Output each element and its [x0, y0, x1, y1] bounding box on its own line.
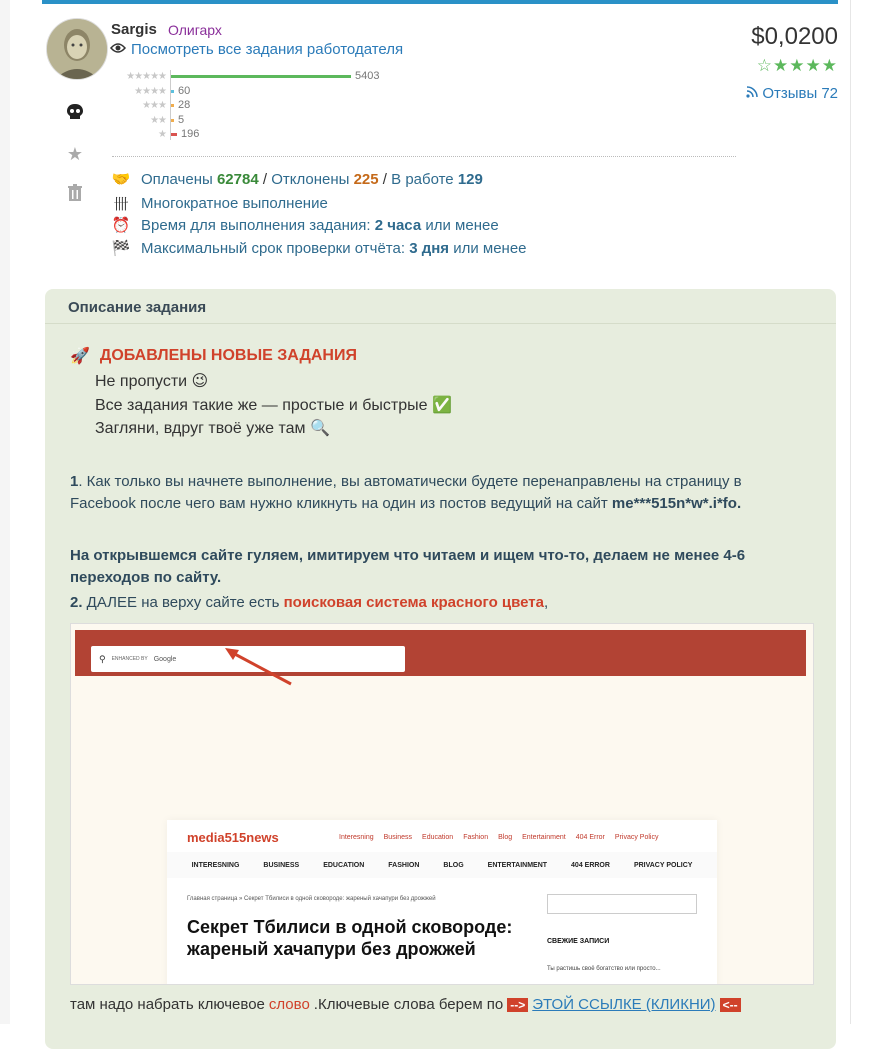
keyword-word: слово: [268, 996, 310, 1013]
step-1-number: 1: [70, 473, 79, 490]
site-logo: media515news: [187, 830, 279, 845]
rating-stars-icon: ★: [158, 128, 166, 140]
rating-count: 60: [178, 85, 191, 97]
rating-bar: [171, 133, 177, 136]
rating-count: 5403: [355, 70, 380, 82]
handshake-icon: 🤝: [111, 171, 131, 188]
rating-row: [110, 70, 166, 82]
site-side-search: [547, 894, 697, 914]
rating-stars-icon: ★★: [150, 114, 166, 126]
keyword-text-2: .Ключевые слова берем по: [313, 996, 504, 1013]
site-top-link: Education: [422, 834, 454, 841]
site-top-link: Blog: [498, 834, 513, 841]
eye-icon: [110, 41, 126, 58]
screenshot-site: [167, 820, 717, 985]
stats-time: [111, 216, 499, 234]
in-work-count: 129: [457, 170, 483, 188]
promo-line: Все задания такие же — простые и быстрые ✅: [95, 397, 452, 414]
stats-payments: 🤝 Оплачены 62784 / Отклонены 225 / В работе 129: [111, 170, 483, 188]
trash-icon[interactable]: [64, 184, 86, 206]
review-value: 3 дня: [409, 239, 450, 257]
rating-axis: [170, 70, 171, 140]
promo-heading: [70, 346, 357, 366]
site-nav-item: FASHION: [388, 861, 420, 869]
task-price: $0,0200: [751, 23, 838, 50]
employer-name[interactable]: Sargis: [111, 21, 157, 38]
star-filled-icon: ★: [789, 56, 805, 75]
site-top-link: Business: [383, 834, 413, 841]
site-nav-item: BUSINESS: [263, 861, 300, 869]
checkered-flag-icon: 🏁: [111, 240, 131, 257]
star-filled-icon: ★: [821, 56, 837, 75]
rss-icon: [746, 85, 758, 102]
site-nav-item: 404 ERROR: [571, 861, 610, 869]
rejected-label: Отклонены: [271, 170, 350, 188]
tally-icon: 卌: [113, 196, 129, 213]
review-suffix: или менее: [453, 239, 527, 257]
employer-rating-stars: [757, 56, 837, 76]
stats-review-time: [111, 239, 527, 257]
paid-count: 62784: [216, 170, 259, 188]
step-2-end: ,: [544, 594, 549, 611]
step-2-number: 2.: [70, 594, 83, 611]
rating-stars-icon: ★★★★: [134, 85, 166, 97]
star-filled-icon: ★: [773, 56, 789, 75]
divider: [112, 156, 736, 157]
reviews-label: Отзывы: [762, 85, 818, 102]
step-2-text: ДАЛЕЕ на верху сайте есть: [82, 594, 284, 611]
instruction-screenshot: [70, 623, 814, 985]
star-outline-icon: ☆: [756, 56, 772, 75]
site-top-link: Privacy Policy: [614, 834, 659, 841]
keywords-link[interactable]: ЭТОЙ ССЫЛКЕ (КЛИКНИ): [532, 996, 716, 1013]
reviews-link[interactable]: [746, 85, 838, 102]
step-2-paragraph: [70, 592, 810, 614]
rating-row: [110, 128, 166, 140]
rating-count: 196: [181, 128, 200, 140]
keyword-text: там надо набрать ключевое: [70, 996, 265, 1013]
red-arrow-icon: [221, 644, 301, 694]
reviews-count: 72: [821, 85, 838, 102]
rating-bar: [171, 90, 174, 93]
site-top-links: [339, 834, 658, 841]
promo-line: Загляни, вдруг твоё уже там 🔍: [95, 420, 330, 437]
site-nav-item: PRIVACY POLICY: [633, 861, 693, 869]
employer-rank: Олигарх: [168, 22, 222, 38]
star-favorite-icon[interactable]: ★: [66, 144, 84, 164]
rating-bar: [171, 75, 351, 78]
search-icon: ⚲: [99, 653, 106, 664]
rocket-icon: 🚀: [70, 348, 90, 365]
avatar[interactable]: [46, 18, 108, 80]
in-work-label: В работе: [391, 170, 454, 188]
rating-count: 28: [178, 99, 191, 111]
site-nav-item: BLOG: [443, 861, 464, 869]
description-divider: [45, 323, 836, 324]
site-nav-item: ENTERTAINMENT: [487, 861, 548, 869]
red-search-highlight: поисковая система красного цвета: [283, 594, 544, 611]
time-suffix: или менее: [425, 216, 499, 234]
rating-row: [110, 114, 166, 126]
time-label: Время для выполнения задания:: [141, 216, 371, 234]
site-side-title: СВЕЖИЕ ЗАПИСИ: [547, 938, 610, 945]
keyword-instructions: [70, 996, 741, 1013]
avatar-image: [47, 19, 107, 79]
rejected-count: 225: [353, 170, 379, 188]
promo-title: ДОБАВЛЕНЫ НОВЫЕ ЗАДАНИЯ: [99, 347, 357, 364]
site-nav-item: EDUCATION: [323, 861, 365, 869]
alarm-clock-icon: ⏰: [111, 217, 131, 234]
site-top-link: Interesning: [339, 834, 374, 841]
card-top-accent: [42, 0, 838, 4]
rating-row: [110, 99, 166, 111]
site-top-link: 404 Error: [575, 834, 605, 841]
view-all-label: Посмотреть все задания работодателя: [131, 41, 404, 58]
stats-multiple: [111, 193, 328, 214]
description-title: Описание задания: [68, 299, 207, 316]
arrow-left-badge: <--: [720, 998, 741, 1012]
review-label: Максимальный срок проверки отчёта:: [141, 239, 406, 257]
site-nav: [167, 852, 717, 878]
screenshot-red-header: [75, 630, 806, 676]
rating-bar: [171, 104, 174, 107]
site-breadcrumb: Главная страница » Секрет Тбилиси в одной сковороде: жареный хачапури без дрожжей: [187, 896, 436, 902]
rating-count: 5: [178, 114, 185, 126]
site-top-link: Entertainment: [522, 834, 566, 841]
time-value: 2 часа: [374, 216, 422, 234]
browsing-note: На открывшемся сайте гуляем, имитируем что читаем и ищем что-то, делаем не менее 4-6 переходов по сайту.: [70, 547, 746, 586]
rating-bar: [171, 119, 174, 122]
paid-label: Оплачены: [141, 170, 213, 188]
step-1-paragraph: [70, 471, 810, 515]
target-site: me***515n*w*.i*fo.: [611, 495, 742, 512]
rating-row: [110, 85, 166, 97]
site-top-link: Fashion: [463, 834, 489, 841]
star-filled-icon: ★: [805, 56, 821, 75]
search-enhanced-label: ENHANCED BY: [111, 656, 148, 662]
multiple-label: Многократное выполнение: [141, 195, 328, 212]
skull-icon[interactable]: [64, 102, 86, 124]
view-all-tasks-link[interactable]: [110, 41, 403, 58]
promo-line: Не пропусти 😉: [95, 373, 209, 390]
arrow-right-badge: -->: [507, 998, 528, 1012]
rating-stars-icon: ★★★★★: [126, 70, 166, 82]
search-brand: Google: [153, 655, 177, 663]
step-1-text: . Как только вы начнете выполнение, вы автоматически будете перенаправлены на страницу в Facebook после чего вам нужно кликнуть на один из постов ведущий на сайт: [70, 473, 742, 512]
site-headline: Секрет Тбилиси в одной сковороде: жареный хачапури без дрожжей: [187, 917, 513, 959]
site-side-text: Ты растишь своё богатство или просто...: [547, 966, 661, 972]
site-nav-item: INTERESNING: [191, 861, 240, 869]
rating-stars-icon: ★★★: [142, 99, 166, 111]
